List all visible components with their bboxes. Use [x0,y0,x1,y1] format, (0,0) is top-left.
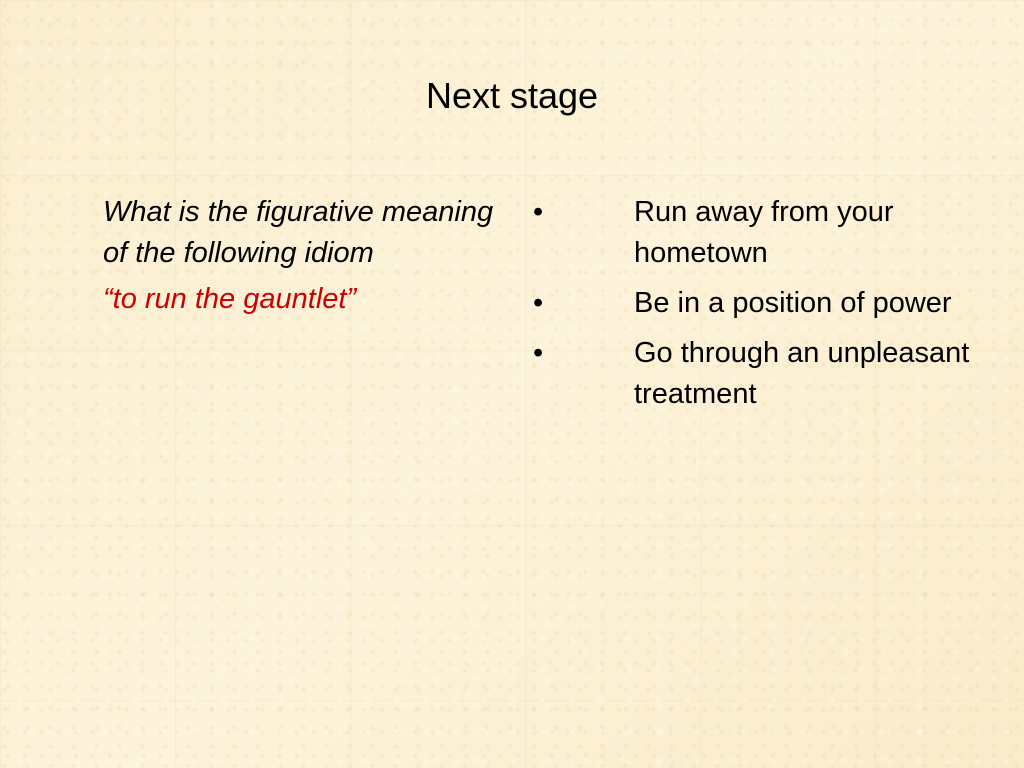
answer-option [530,192,970,274]
idiom-text: “to run the gauntlet” [103,283,357,315]
answer-option [530,283,970,324]
answer-options-list [530,192,970,415]
slide-title: Next stage [425,75,599,116]
bullet-icon: • [533,337,544,369]
answer-option-text: Go through an unpleasant treatment [634,337,970,410]
answer-option-text: Run away from your hometown [634,196,894,269]
bullet-icon: • [533,196,544,228]
question-panel [103,192,503,320]
answer-option-text: Be in a position of power [634,287,952,319]
answer-options-panel [530,192,970,424]
question-text: What is the figurative meaning of the following idiom [103,196,494,269]
answer-option [530,333,970,415]
bullet-icon: • [533,287,544,319]
